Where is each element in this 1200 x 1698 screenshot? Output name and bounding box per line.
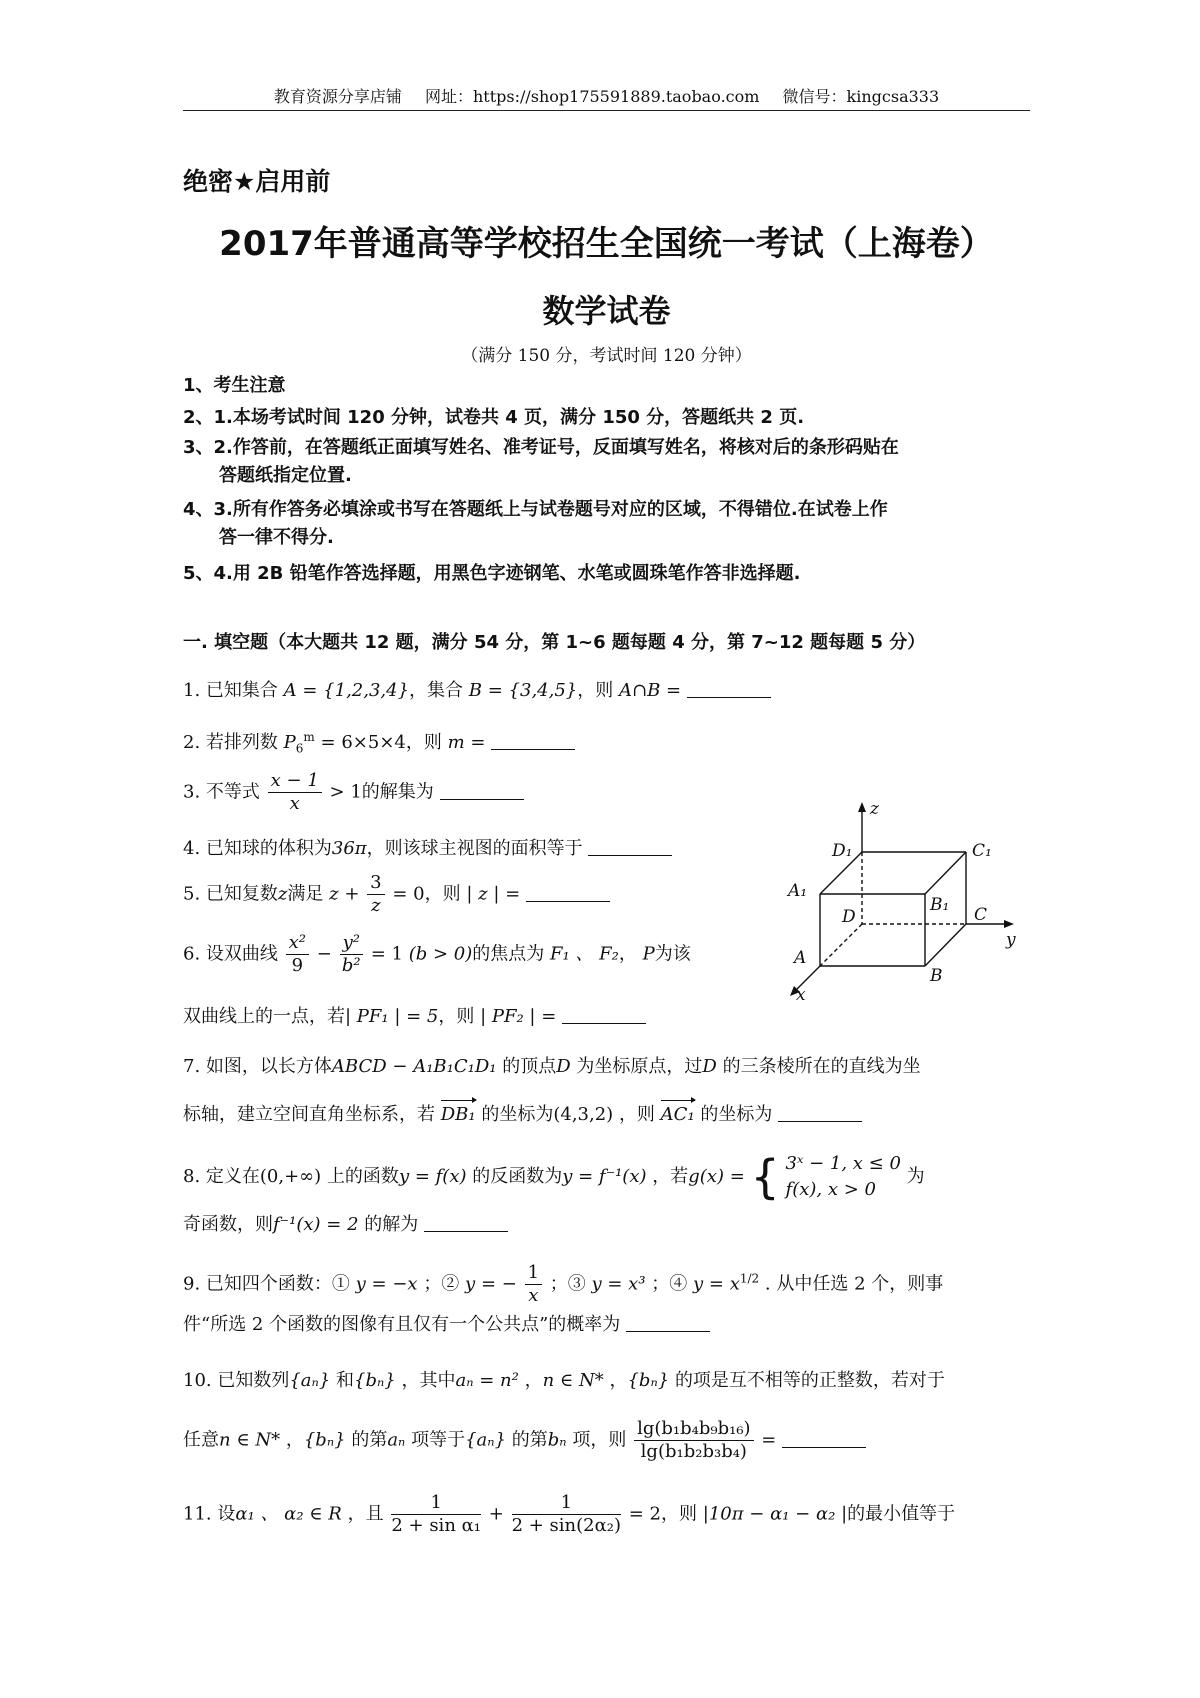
q10-an2: aₙ bbox=[387, 1429, 406, 1451]
q9-sep2: ；③ bbox=[549, 1273, 586, 1295]
q8-eq: f⁻¹(x) = 2 bbox=[273, 1214, 359, 1235]
instruction-3 bbox=[183, 434, 1043, 490]
q9-f4: y = x bbox=[693, 1273, 740, 1295]
q1-text2: ，集合 bbox=[409, 680, 464, 701]
instruction-1: 1、考生注意 bbox=[183, 375, 286, 396]
q1-text: 1. 已知集合 bbox=[183, 680, 278, 701]
q10-seq-b: {bₙ} bbox=[354, 1370, 396, 1391]
instruction-4-line1: 4、3.所有作答务必填涂或书写在答题纸上与试卷题号对应的区域，不得错位.在试卷上作 bbox=[183, 499, 888, 520]
q10-n-in-n2: n ∈ N* bbox=[219, 1429, 281, 1451]
q11-text2: ，且 bbox=[347, 1503, 384, 1525]
q9-sep1: ；② bbox=[423, 1273, 460, 1295]
q3-text: 3. 不等式 bbox=[183, 781, 260, 803]
question-7 bbox=[183, 1052, 921, 1078]
label-c1: C₁ bbox=[972, 841, 992, 861]
q10-fraction bbox=[634, 1418, 754, 1463]
y-arrow bbox=[1004, 920, 1014, 928]
question-11 bbox=[183, 1492, 955, 1537]
q9-text3: 件“所选 2 个函数的图像有且仅有一个公共点”的概率为 bbox=[183, 1314, 621, 1335]
q2-text2: ，则 bbox=[405, 732, 442, 753]
instruction-3-line1: 3、2.作答前，在答题纸正面填写姓名、准考证号，反面填写姓名，将核对后的条形码贴在 bbox=[183, 437, 899, 458]
q3-denominator: x bbox=[289, 793, 300, 814]
q5-text2: 满足 bbox=[287, 883, 324, 905]
q6-foci: F₁ 、 F₂ bbox=[549, 943, 619, 965]
secret-label: 绝密★启用前 bbox=[183, 167, 331, 196]
q6-text2: 的焦点为 bbox=[472, 943, 545, 965]
question-6 bbox=[183, 932, 691, 977]
q11-text: 11. 设 bbox=[183, 1503, 236, 1525]
q6-fraction-2 bbox=[340, 932, 363, 977]
q6-pf2: | PF₂ | = bbox=[480, 1006, 557, 1027]
q7-vector-db1: DB₁ bbox=[440, 1104, 476, 1125]
q10-text7: 的第 bbox=[511, 1429, 548, 1451]
q11-den2: 2 + sin(2α₂) bbox=[511, 1515, 622, 1536]
q8-text7: 的解为 bbox=[364, 1214, 419, 1235]
question-7-line2 bbox=[183, 1100, 862, 1126]
header-wechat: 微信号：kingcsa333 bbox=[782, 87, 940, 106]
question-10 bbox=[183, 1366, 945, 1392]
answer-blank-7[interactable] bbox=[778, 1103, 862, 1122]
q10-text4: 任意 bbox=[183, 1429, 219, 1451]
instruction-3-line2: 答题纸指定位置. bbox=[219, 465, 352, 486]
question-4 bbox=[183, 834, 672, 860]
label-a: A bbox=[794, 948, 807, 968]
q6-eq: = 1 bbox=[370, 943, 403, 965]
question-6-line2 bbox=[183, 1002, 646, 1028]
q8-brace: { bbox=[750, 1150, 780, 1204]
q6-minus: − bbox=[316, 943, 332, 965]
q6-comma: ， bbox=[618, 943, 637, 965]
q5-numerator: 3 bbox=[367, 872, 384, 895]
q4-text: 4. 已知球的体积为 bbox=[183, 838, 332, 859]
answer-blank-1[interactable] bbox=[687, 679, 771, 698]
q10-seq-b2: {bₙ} bbox=[627, 1370, 670, 1391]
q11-num1: 1 bbox=[391, 1492, 481, 1515]
q10-text8: 项，则 bbox=[572, 1429, 627, 1451]
q5-eq: = 0 bbox=[392, 883, 425, 905]
q9-f1: y = −x bbox=[355, 1273, 418, 1295]
q11-den1: 2 + sin α₁ bbox=[391, 1515, 482, 1536]
q2-value: = 6×5×4 bbox=[320, 732, 406, 753]
answer-blank-8[interactable] bbox=[424, 1213, 508, 1232]
label-c: C bbox=[974, 905, 988, 925]
q8-row2: f(x), x > 0 bbox=[785, 1179, 876, 1200]
edge-d-a-hidden bbox=[820, 924, 862, 966]
question-1 bbox=[183, 676, 771, 702]
q6-cond: (b > 0) bbox=[408, 943, 473, 965]
q8-text5: 为 bbox=[906, 1166, 925, 1187]
answer-blank-6[interactable] bbox=[562, 1005, 646, 1024]
q8-text3: 的反函数为 bbox=[472, 1166, 563, 1187]
q9-fraction bbox=[525, 1262, 542, 1307]
q1-set-b: B = {3,4,5} bbox=[468, 680, 578, 701]
q6-num2: y² bbox=[340, 932, 363, 955]
q10-text3: 的项是互不相等的正整数，若对于 bbox=[674, 1370, 945, 1391]
q8-row1: 3ˣ − 1, x ≤ 0 bbox=[785, 1153, 901, 1174]
header-shop: 教育资源分享店铺 bbox=[273, 87, 402, 106]
q10-text5: 的第 bbox=[351, 1429, 388, 1451]
q5-z: z bbox=[277, 883, 288, 905]
q10-text2: ，其中 bbox=[401, 1370, 456, 1391]
question-9 bbox=[183, 1262, 943, 1307]
q9-sep3: ；④ bbox=[651, 1273, 688, 1295]
q1-text3: ，则 bbox=[577, 680, 614, 701]
q2-m: m = bbox=[447, 732, 486, 753]
page-header bbox=[183, 84, 1030, 107]
q3-text2: 的解集为 bbox=[361, 781, 434, 803]
q6-num1: x² bbox=[286, 932, 309, 955]
q3-ineq: > 1 bbox=[329, 781, 362, 803]
q8-text: 8. 定义在 bbox=[183, 1166, 260, 1187]
label-x: x bbox=[796, 985, 806, 1000]
q8-g: g(x) = bbox=[688, 1166, 745, 1187]
q8-inverse: y = f⁻¹(x) bbox=[562, 1166, 647, 1187]
q6-pf1: | PF₁ | = 5 bbox=[345, 1006, 439, 1027]
instruction-5: 5、4.用 2B 铅笔作答选择题，用黑色字迹钢笔、水笔或圆珠笔作答非选择题. bbox=[183, 563, 801, 584]
label-a1: A₁ bbox=[788, 881, 808, 901]
q5-text3: ，则 bbox=[424, 883, 461, 905]
exam-title: 2017年普通高等学校招生全国统一考试（上海卷） bbox=[219, 224, 994, 264]
q8-domain: (0,+∞) bbox=[259, 1166, 322, 1187]
q10-an: aₙ = n² bbox=[455, 1370, 519, 1391]
q6-fraction-1 bbox=[286, 932, 309, 977]
q7-text5: 标轴，建立空间直角坐标系，若 bbox=[183, 1104, 435, 1125]
q10-bn: bₙ bbox=[547, 1429, 567, 1451]
instruction-4-line2: 答一律不得分. bbox=[219, 527, 334, 548]
q5-denominator: z bbox=[371, 895, 381, 916]
q11-fraction-2 bbox=[512, 1492, 621, 1537]
q11-abs: |10π − α₁ − α₂ | bbox=[702, 1503, 848, 1525]
q9-f3: y = x³ bbox=[591, 1273, 646, 1295]
q9-text2: . 从中任选 2 个，则事 bbox=[764, 1273, 944, 1295]
question-8 bbox=[183, 1150, 925, 1204]
q9-f2: y = − bbox=[465, 1273, 517, 1295]
label-d: D bbox=[842, 907, 856, 927]
question-2 bbox=[183, 728, 575, 756]
q8-rows bbox=[786, 1151, 901, 1203]
q7-vector-ac1: AC₁ bbox=[660, 1104, 695, 1125]
label-b1: B₁ bbox=[930, 895, 950, 915]
q5-modulus: | z | = bbox=[466, 883, 521, 905]
section-heading: 一. 填空题（本大题共 12 题，满分 54 分，第 1~6 题每题 4 分，第 7~12 题每题 5 分） bbox=[183, 632, 926, 653]
q6-text: 6. 设双曲线 bbox=[183, 943, 278, 965]
q5-text: 5. 已知复数 bbox=[183, 883, 278, 905]
q7-text4: 的三条棱所在的直线为坐 bbox=[722, 1056, 921, 1077]
q10-eq: = bbox=[761, 1429, 777, 1451]
q4-text2: ，则该球主视图的面积等于 bbox=[366, 838, 583, 859]
q2-sub: 6 bbox=[295, 741, 304, 756]
q7-text2: 的顶点 bbox=[502, 1056, 557, 1077]
q7-text8: 的坐标为 bbox=[700, 1104, 773, 1125]
q10-comma2: ， bbox=[609, 1370, 628, 1391]
q2-p: P bbox=[283, 732, 296, 753]
label-z: z bbox=[870, 800, 879, 819]
cuboid-figure bbox=[780, 800, 1025, 1000]
edge-b1-c1 bbox=[925, 852, 966, 894]
exam-note: （满分 150 分，考试时间 120 分钟） bbox=[461, 346, 752, 366]
q8-text6: 奇函数，则 bbox=[183, 1214, 273, 1235]
q10-seq-a2: {aₙ} bbox=[465, 1429, 507, 1451]
label-y: y bbox=[1006, 930, 1016, 950]
q10-seq-b3: {bₙ} bbox=[303, 1429, 346, 1451]
instruction-2: 2、1.本场考试时间 120 分钟，试卷共 4 页，满分 150 分，答题纸共 2 页. bbox=[183, 407, 805, 428]
question-10-line2 bbox=[183, 1418, 866, 1463]
q9-text: 9. 已知四个函数：① bbox=[183, 1273, 350, 1295]
z-arrow bbox=[858, 802, 866, 812]
q8-piecewise bbox=[751, 1150, 901, 1204]
question-3 bbox=[183, 770, 524, 815]
q4-volume: 36π bbox=[331, 838, 367, 859]
q9-denominator: x bbox=[528, 1285, 539, 1306]
label-d1: D₁ bbox=[832, 841, 853, 861]
answer-blank-5[interactable] bbox=[526, 883, 610, 902]
q11-plus: + bbox=[488, 1503, 504, 1525]
q8-func: y = f(x) bbox=[398, 1166, 467, 1187]
q10-seq-a: {aₙ} bbox=[289, 1370, 331, 1391]
exam-subtitle: 数学试卷 bbox=[542, 292, 671, 330]
q10-text: 10. 已知数列 bbox=[183, 1370, 290, 1391]
q7-d2: D bbox=[702, 1056, 717, 1077]
q11-alphas: α₁ 、 α₂ ∈ R bbox=[235, 1503, 342, 1525]
q8-text2: 上的函数 bbox=[326, 1166, 399, 1187]
header-divider bbox=[183, 110, 1030, 111]
q7-text7: ，则 bbox=[618, 1104, 655, 1125]
q9-exponent: 1/2 bbox=[739, 1271, 760, 1286]
label-b: B bbox=[930, 966, 943, 986]
q10-comma1: ， bbox=[524, 1370, 543, 1391]
q7-d: D bbox=[556, 1056, 571, 1077]
answer-blank-2[interactable] bbox=[491, 731, 575, 750]
q9-numerator: 1 bbox=[525, 1262, 542, 1285]
q6-text5: ，则 bbox=[438, 1006, 475, 1027]
q11-text3: ，则 bbox=[661, 1503, 698, 1525]
q1-intersection: A∩B = bbox=[618, 680, 682, 701]
q11-eq: = 2 bbox=[628, 1503, 662, 1525]
q11-fraction-1 bbox=[391, 1492, 481, 1537]
header-url: 网址：https://shop175591889.taobao.com bbox=[424, 87, 760, 106]
instruction-4 bbox=[183, 496, 1043, 552]
q5-expr: z + bbox=[329, 883, 360, 905]
q6-text3: 为该 bbox=[654, 943, 691, 965]
q8-text4: ，若 bbox=[652, 1166, 689, 1187]
q3-numerator: x − 1 bbox=[268, 770, 322, 793]
q6-den1: 9 bbox=[291, 955, 304, 976]
q6-den2: b² bbox=[341, 955, 361, 976]
q7-solid: ABCD − A₁B₁C₁D₁ bbox=[331, 1056, 497, 1077]
q5-fraction bbox=[367, 872, 384, 917]
answer-blank-10[interactable] bbox=[782, 1429, 866, 1448]
answer-blank-9[interactable] bbox=[626, 1313, 710, 1332]
question-5 bbox=[183, 872, 610, 917]
q11-text4: 的最小值等于 bbox=[847, 1503, 956, 1525]
question-8-line2 bbox=[183, 1210, 508, 1236]
q10-and: 和 bbox=[336, 1370, 355, 1391]
q11-num2: 1 bbox=[512, 1492, 621, 1515]
q2-sup: m bbox=[303, 730, 315, 744]
answer-blank-3[interactable] bbox=[440, 781, 524, 800]
q2-text: 2. 若排列数 bbox=[183, 732, 278, 753]
q7-text3: 为坐标原点，过 bbox=[576, 1056, 703, 1077]
q6-text4: 双曲线上的一点，若 bbox=[183, 1006, 345, 1027]
q1-set-a: A = {1,2,3,4} bbox=[283, 680, 410, 701]
question-9-line2 bbox=[183, 1310, 710, 1336]
q7-text6: 的坐标为 bbox=[481, 1104, 554, 1125]
q7-coord: (4,3,2) bbox=[553, 1104, 614, 1125]
q10-denominator: lg(b₁b₂b₃b₄) bbox=[640, 1441, 747, 1462]
q10-comma3: ， bbox=[285, 1429, 304, 1451]
q10-text6: 项等于 bbox=[411, 1429, 466, 1451]
answer-blank-4[interactable] bbox=[588, 837, 672, 856]
edge-b-c bbox=[925, 924, 966, 966]
q7-text: 7. 如图，以长方体 bbox=[183, 1056, 332, 1077]
q10-numerator: lg(b₁b₄b₉b₁₆) bbox=[634, 1418, 754, 1441]
q10-n-in-n: n ∈ N* bbox=[542, 1370, 604, 1391]
q3-fraction bbox=[268, 770, 322, 815]
q6-p: P bbox=[642, 943, 655, 965]
